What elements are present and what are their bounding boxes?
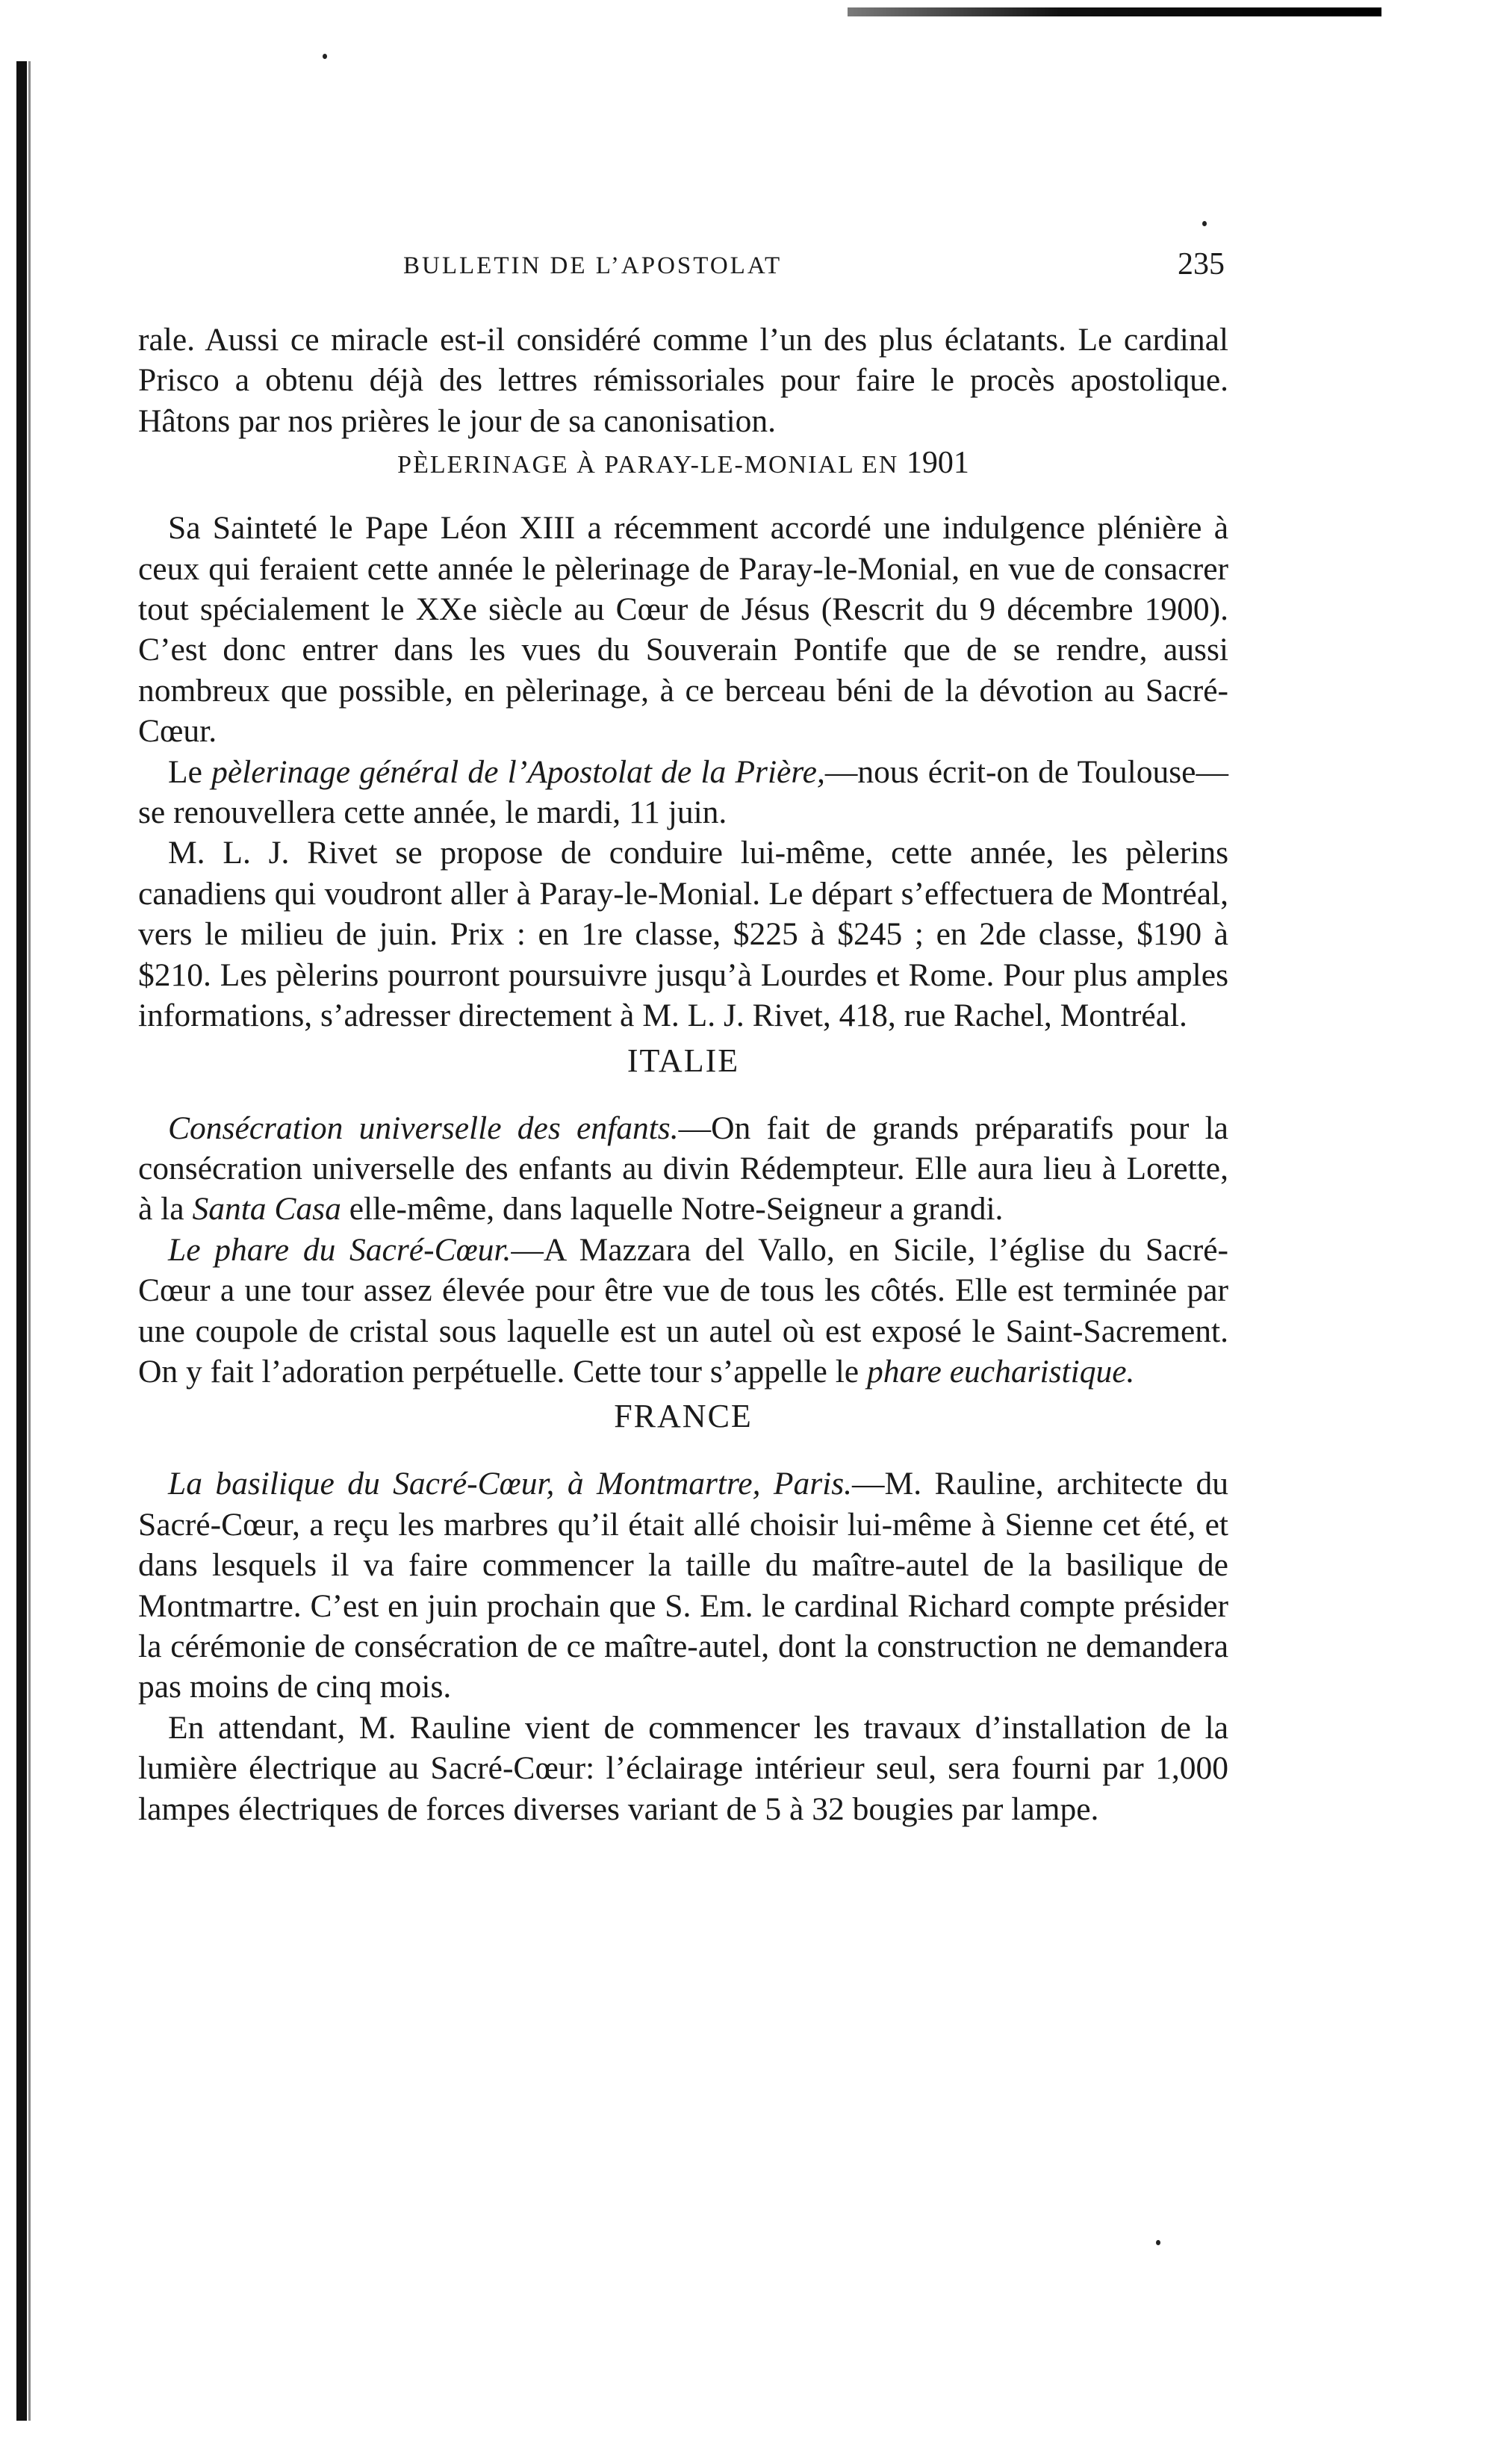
paragraph-electricite: En attendant, M. Rauline vient de commencer les travaux d’installation de la lumière électrique au Sacré-Cœur: l’éclairage intérieur seul, sera fourni par 1,000 lampes électriques de forces diverses variant de 5 à 32 bougies par lampe.	[138, 1709, 1228, 1827]
italic-phrase: La basilique du Sacré-Cœur, à Montmartre, Paris.	[168, 1466, 853, 1502]
section-heading-france: FRANCE	[614, 1398, 753, 1435]
paragraph-text: Le	[168, 753, 202, 790]
left-scan-edge-shadow	[28, 61, 31, 2421]
subsection-heading-year: 1901	[906, 446, 969, 481]
paragraph-canonisation: rale. Aussi ce miracle est-il considéré comme l’un des plus éclatants. Le cardinal Prisco a obtenu déjà des lettres rémissoriales pour faire le procès apostolique. Hâtons par nos prières le jour de sa canonisation.	[138, 322, 1228, 439]
paragraph-rivet: M. L. J. Rivet se propose de conduire lui-même, cette année, les pèlerins canadiens qui voudront aller à Paray-le-Monial. Le départ s’effectuera de Montréal, vers le milieu de juin. Prix : en 1re classe, $225 à $245 ; en 2de classe, $190 à $210. Les pèlerins pourront poursuivre jusqu’à Lourdes et Rome. Pour plus amples informations, s’adresser directement à M. L. J. Rivet, 418, rue Rachel, Montréal.	[138, 835, 1228, 1034]
page-header	[403, 246, 1225, 284]
paragraph-consecration	[138, 1108, 1228, 1230]
page-body	[138, 320, 1228, 1829]
italic-phrase: Consécration universelle des enfants.	[168, 1110, 679, 1146]
left-scan-edge	[16, 61, 27, 2421]
paragraph-basilique	[138, 1463, 1228, 1707]
paragraph-indulgence: Sa Sainteté le Pape Léon XIII a récemment accordé une indulgence plénière à ceux qui feraient cette année le pèlerinage de Paray-le-Monial, en vue de consacrer tout spécialement le XXe siècle au Cœur de Jésus (Rescrit du 9 décembre 1900). C’est donc entrer dans les vues du Souverain Pontife que de se rendre, aussi nombreux que possible, en pèlerinage, à ce berceau béni de la dévotion au Sacré-Cœur.	[138, 510, 1228, 750]
section-heading-italie: ITALIE	[627, 1042, 740, 1079]
page-number: 235	[1178, 247, 1225, 281]
italic-phrase: pèlerinage général de l’Apostolat de la Prière,	[211, 753, 825, 790]
paragraph-phare	[138, 1230, 1228, 1393]
paragraph-text: elle-même, dans laquelle Notre-Seigneur a grandi.	[349, 1191, 1004, 1228]
running-title: BULLETIN DE L’APOSTOLAT	[403, 252, 783, 279]
scan-speck	[1156, 2240, 1160, 2245]
paragraph-text: —On fait de grands préparatifs pour la consécration universelle des enfants au divin Rédempteur. Elle aura lieu à Lorette, à la	[138, 1110, 1228, 1228]
paragraph-pelerinage-general	[138, 752, 1228, 833]
italic-phrase: Le phare du Sacré-Cœur.	[168, 1231, 512, 1268]
paragraph-text: —nous écrit-on de Toulouse—se renouvellera cette année, le mardi, 11 juin.	[138, 753, 1228, 831]
subsection-heading-text: PÈLERINAGE À PARAY-LE-MONIAL EN	[397, 451, 899, 479]
scan-speck	[1202, 221, 1207, 226]
italic-phrase: Santa Casa	[192, 1191, 341, 1228]
top-scan-rule	[848, 7, 1381, 16]
scan-speck	[323, 54, 327, 59]
subsection-heading-pelerinage	[138, 443, 1228, 485]
italic-phrase: phare eucharistique.	[866, 1353, 1135, 1390]
paragraph-text: —A Mazzara del Vallo, en Sicile, l’église du Sacré-Cœur a une tour assez élevée pour être vue de tous les côtés. Elle est terminée par une coupole de cristal sous laquelle est un autel où est exposé le Saint-Sacrement. On y fait l’adoration perpétuelle. Cette tour s’appelle le	[138, 1231, 1228, 1390]
paragraph-text: —M. Rauline, architecte du Sacré-Cœur, a reçu les marbres qu’il était allé choisir lui-même à Sienne cet été, et dans lesquels il va faire commencer la taille du maître-autel de la basilique de Montmartre. C’est en juin prochain que S. Em. le cardinal Richard compte présider la cérémonie de consécration de ce maître-autel, dont la construction ne demandera pas moins de cinq mois.	[138, 1466, 1228, 1705]
